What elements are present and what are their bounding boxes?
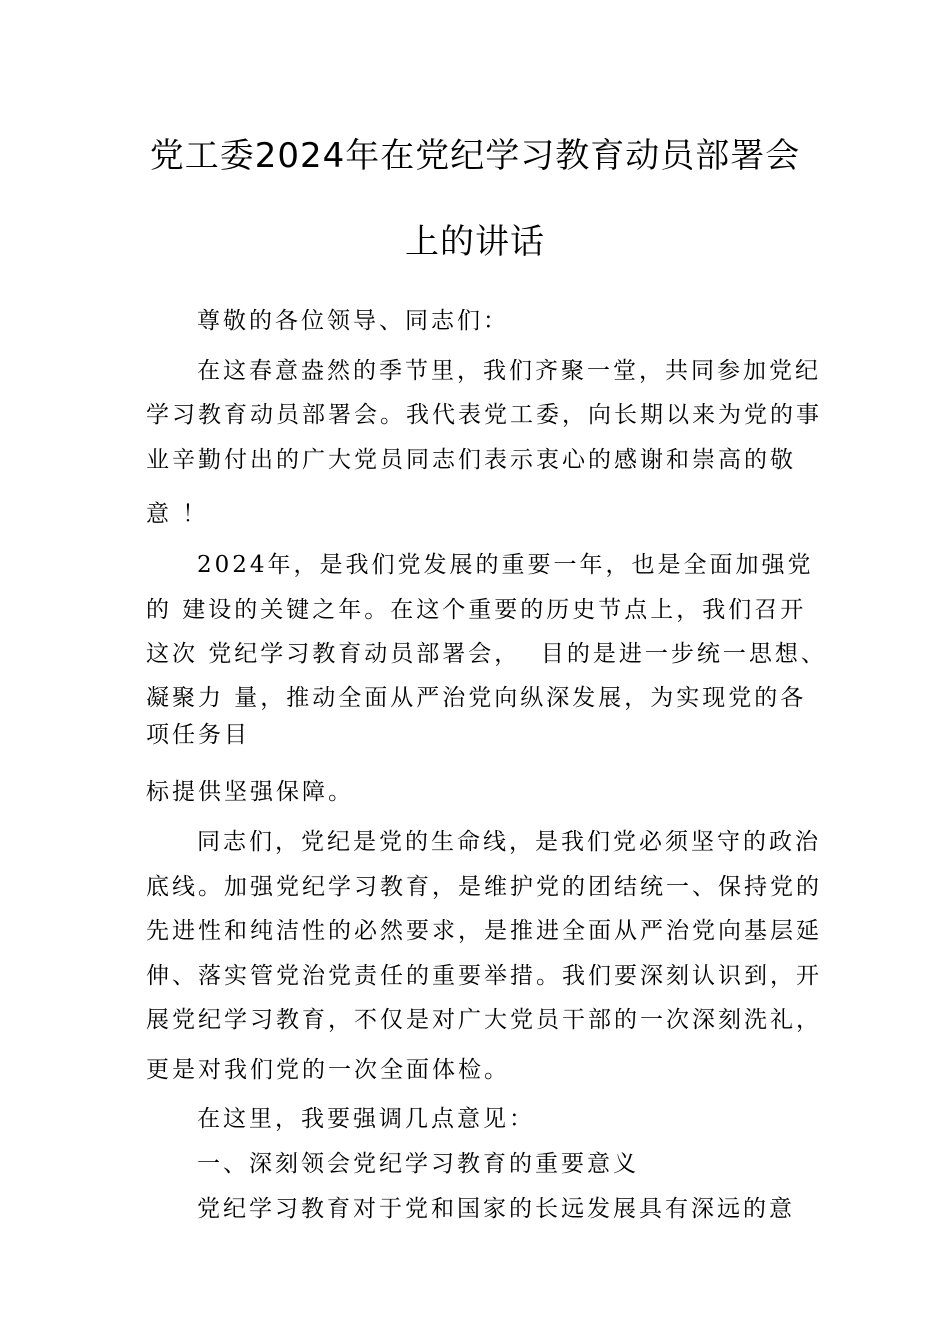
paragraph-line: 先进性和纯洁性的必然要求，是推进全面从严治党向基层延 [146,918,822,944]
paragraph-line: 同志们，党纪是党的生命线，是我们党必须坚守的政治 [197,829,821,855]
document-title-line-2: 上的讲话 [405,222,545,262]
paragraph-line: 项任务目 [146,722,250,748]
paragraph-line: 标提供坚强保障。 [146,779,354,805]
document-title-line-1: 党工委2024年在党纪学习教育动员部署会 [149,136,801,176]
paragraph-line: 在这春意盎然的季节里，我们齐聚一堂，共同参加党纪 [197,358,821,384]
paragraph-line: 的 建设的关键之年。在这个重要的历史节点上，我们召开 [146,597,807,623]
paragraph-line: 党纪学习教育对于党和国家的长远发展具有深远的意 [197,1196,795,1222]
salutation: 尊敬的各位领导、同志们： [197,308,509,334]
paragraph-line: 凝聚力 量，推动全面从严治党向纵深发展，为实现党的各 [146,685,807,711]
paragraph-line: 更是对我们党的一次全面体检。 [146,1057,510,1083]
section-heading: 一、深刻领会党纪学习教育的重要意义 [197,1151,639,1177]
paragraph-line: 业辛勤付出的广大党员同志们表示衷心的感谢和崇高的敬 [146,447,796,473]
paragraph-line: 展党纪学习教育，不仅是对广大党员干部的一次深刻洗礼， [146,1007,822,1033]
paragraph-line: 意 ！ [146,501,209,527]
paragraph-line: 底线。加强党纪学习教育，是维护党的团结统一、保持党的 [146,874,822,900]
paragraph-line: 学习教育动员部署会。我代表党工委，向长期以来为党的事 [146,402,822,428]
paragraph-line: 在这里，我要强调几点意见： [197,1106,535,1132]
paragraph-line: 这次 党纪学习教育动员部署会， 目的是进一步统一思想、 [146,641,827,667]
paragraph-line: 伸、落实管党治党责任的重要举措。我们要深刻认识到，开 [146,963,822,989]
paragraph-line: 2024年，是我们党发展的重要一年，也是全面加强党 [197,552,814,578]
